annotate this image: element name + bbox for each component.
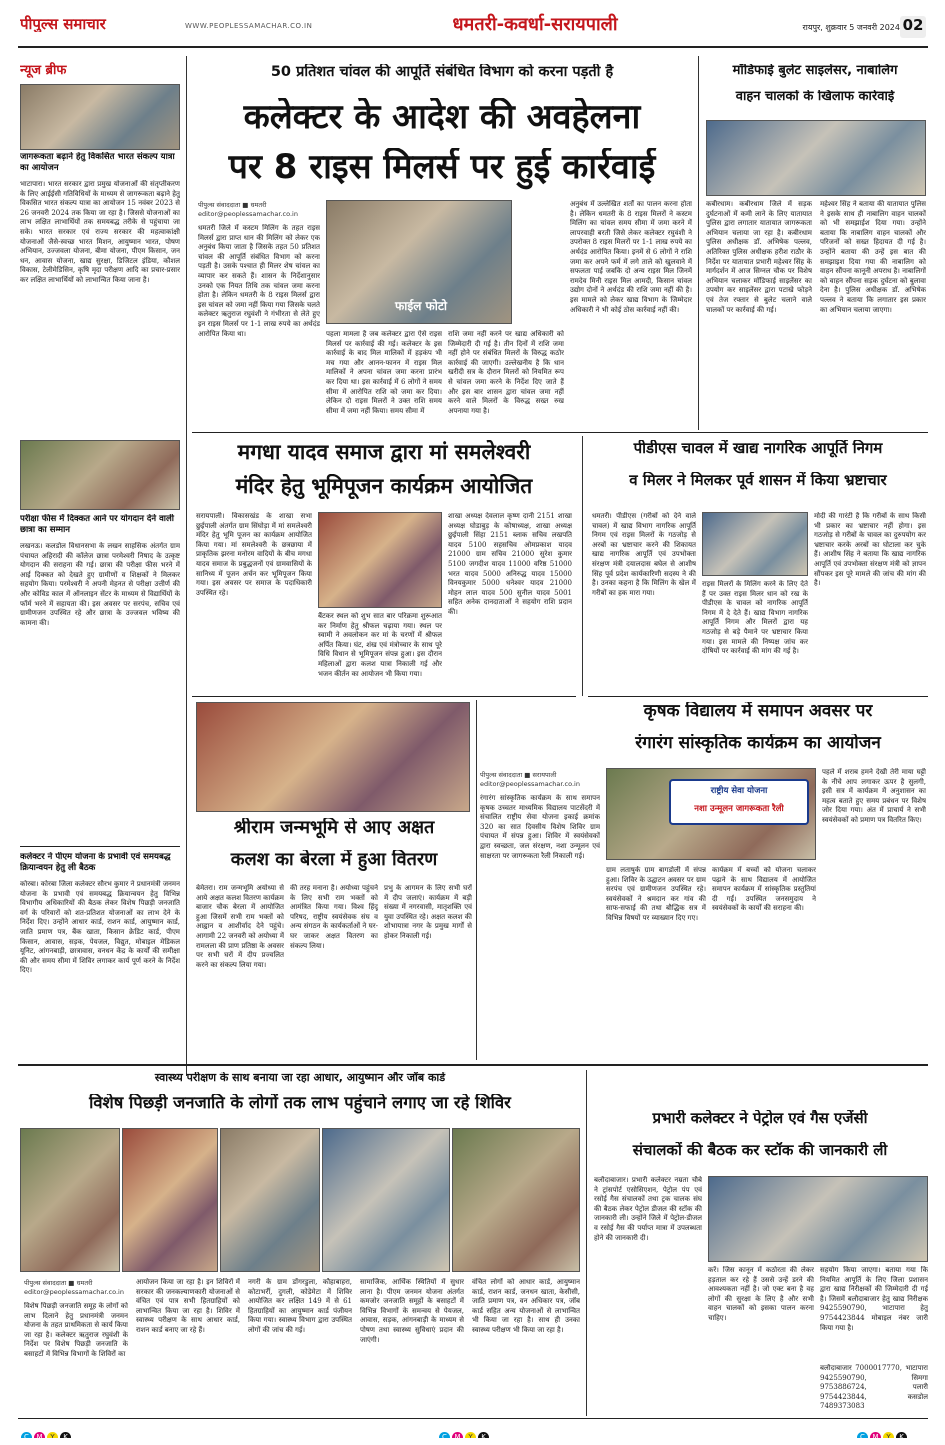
cmyk-k: K (60, 1432, 71, 1438)
krishak-headline-line1: कृषक विद्यालय में समापन अवसर पर (643, 702, 873, 721)
column-divider-left (186, 56, 187, 1076)
cmyk-c: C (21, 1432, 32, 1438)
lead-headline-line2: पर 8 राइस मिलर्स पर हुई कार्रवाई (228, 148, 656, 187)
tribal-headline: विशेष पिछड़ी जनजाति के लोगों तक लाभ पहुंचाने लगाए जा रहे शिविर (89, 1094, 511, 1112)
bullet-text-col1: कबीरधाम। कबीरधाम जिले में सड़क दुर्घटनाओं में कमी लाने के लिए यातायात पुलिस द्वारा लगातार यातायात जागरूकता अभियान चलाया जा रहा है। कबीरधाम पुलिस अधीक्षक डॉ. अभिषेक पल्लव, अतिरिक्त पुलिस अधीक्षक हरीश राठौर के निर्देश पर यातायात प्रभारी महेश्वर सिंह के मार्गदर्शन में आज सिग्नल चौक पर विशेष अभियान चलाकर मॉडिफाई साइलेंसर का उपयोग कर साइलेंसर द्वारा पटाखे फोड़ने एवं तेज रफ्तार से बुलेट चलाने वाले चालकों पर कार्रवाई की गई। (706, 200, 812, 314)
row-divider-1 (192, 432, 928, 433)
cmyk-y: Y (465, 1432, 476, 1438)
krishak-text-col1: रंगारंग सांस्कृतिक कार्यक्रम के साथ समापन कृषक उच्चतर माध्यमिक विद्यालय पाटसेंदरी में संचालित राष्ट्रीय सेवा योजना इकाई क्रमांक 320 का सात दिवसीय विशेष शिविर ग्राम पंचायत में संपन्न हुआ। शिविर में स्वयंसेवकों द्वारा स्वच्छता, जल संरक्षण, नशा उन्मूलन एवं साक्षरता पर जागरूकता रैली निकाली गई। (480, 794, 600, 860)
cmyk-y: Y (883, 1432, 894, 1438)
lead-text-col2: पहला मामला है जब कलेक्टर द्वारा ऐसे राइस मिलर्स पर कार्रवाई की गई। कलेक्टर के इस कार्रवाई के बाद मिल मालिकों में हड़कंप भी मच गया और आनन-फानन में राइस मिल मालिकों ने अपना चांवल जमा करना प्रारंभ कर दिया था। इस कार्रवाई में 6 लोगों ने समय सीमा में आरोपित राशि को जमा कर दिया। लेकिन दो राइस मिलरों ने उक्त राशि समय सीमा में जमा नहीं किया। समय सीमा में (326, 330, 442, 415)
petrol-contact-list: बलौदाबाजार 7000017770, भाटापारा 9425590790, सिमगा 9753886724, पलारी 9754423844, कसडोल 7489373083 (820, 1364, 928, 1411)
news-brief-label: न्यूज ब्रीफ (20, 63, 67, 78)
cmyk-m: M (870, 1432, 881, 1438)
news-brief-caption-2: परीक्षा फीस में दिक्कत आने पर योगदान देने वाली छात्रा का सम्मान (20, 514, 174, 535)
lead-photo-label: फाईल फोटो (394, 299, 448, 313)
masthead-rule (18, 46, 928, 48)
lead-text-col3: राशि जमा नहीं करने पर खाद्य अधिकारी को जिम्मेदारी दी गई है। तीन दिनों में राशि जमा नहीं होने पर संबंधित मिलरों के विरुद्ध कठोर कार्रवाई की जाएगी। उल्लेखनीय है कि धान खरीदी सत्र के दौरान मिलरों को नियमित रूप से चांवल जमा करने के निर्देश दिए जाते हैं और इस बार शासन द्वारा चांवल जमा नहीं करने वाले मिलरों के विरुद्ध सख्त रुख अपनाया गया है। (448, 330, 564, 415)
ram-headline-line1: श्रीराम जन्मभूमि से आए अक्षत (233, 818, 435, 838)
cmyk-m: M (34, 1432, 45, 1438)
lead-text-col4: अनुबंध में उल्लेखित शर्तों का पालन करना होता है। लेकिन धमतरी के 8 राइस मिलरों ने कस्टम मिलिंग का चांवल समय सीमा में जमा करने में लापरवाही बरती जिसे लेकर कलेक्टर रघुवंशी ने उपरोक्त 8 राइस मिलरों पर 1-1 लाख रुपये का अर्थदंड आरोपित किया। इनमें से 6 लोगों ने राशि जमा कर अपने फर्म में लगे ताले को खुलवाने में सफलता पाई जबकि दो अन्य राइस मिल जिनमें रामदेव मिनी राइस मिल आमदी, किसान चांवल उद्योग दोनों ने अर्थदंड की राशि जमा नहीं की है। इस मामले को लेकर खाद्य विभाग के जिम्मेदार अधिकारी ने भी कोई ठोस कार्रवाई नहीं की। (570, 200, 692, 314)
news-brief-caption-3: कलेक्टर ने पीएम योजना के प्रभावी एवं समयबद्ध क्रियान्वयन हेतु ली बैठक (20, 852, 171, 873)
tribal-text-col4: सामाजिक, आर्थिक स्थितियों में सुधार लाना है। पीएम जनमन योजना अंतर्गत कमजोर जनजाति समूहों के बसाहटों में विभिन्न विभागों के समन्वय से पेयजल, आवास, सड़क, आंगनबाड़ी के माध्यम से पोषण तथा स्वास्थ्य सुविधाएं प्रदान की जाएंगी। (360, 1278, 464, 1344)
cmyk-k: K (896, 1432, 907, 1438)
ram-text-col2: की तरह मनाना है। अयोध्या पहुंचने के लिए सभी राम भक्तों को आमंत्रित किया गया। विश्व हिंदू परिषद, राष्ट्रीय स्वयंसेवक संघ व अन्य संगठन के कार्यकर्ताओं ने घर-घर जाकर अक्षत वितरण का संकल्प लिया। (290, 884, 378, 950)
pds-text-col1: धमतरी। पीडीएस (गरीबों को देने वाले चावल) में खाद्य विभाग नागरिक आपूर्ति निगम एवं राइस मिलरों के गठजोड़ से अरबों का भ्रष्टाचार करने की शिकायत खाद्य नागरिक आपूर्ति एवं उपभोक्ता संरक्षण मंत्री दयालदास बघेल से आशीष सिंह पूर्व प्रदेश कार्यकारिणी सदस्य ने की है। उनका कहना है कि मिलिंग के खेल में गरीबों का हक मारा गया। (592, 512, 696, 597)
news-brief-photo-2 (20, 440, 180, 510)
krishak-text-col3: कार्यक्रम में बच्चों को योजना चलाकर पढ़ाने के साथ विद्यालय में आयोजित समापन कार्यक्रम में सांस्कृतिक प्रस्तुतियां दी गईं। उपस्थित जनसमुदाय ने स्वयंसेवकों के कार्यों की सराहना की। (712, 866, 816, 913)
krishak-banner-line1: राष्ट्रीय सेवा योजना (710, 786, 768, 796)
column-divider-right-top (698, 56, 699, 430)
lead-byline: पीपुल्स संवाददाता ■ धमतरी (198, 201, 267, 209)
bullet-photo (706, 120, 926, 196)
magadha-text-col1: सरायपाली। विकासखंड के शाखा सभा छुईपाली अंतर्गत ग्राम सिंघोड़ा में मां समलेश्वरी मंदिर हेतु भूमि पूजन का कार्यक्रम आयोजित किया गया। मां समलेश्वरी के छत्रछाया में प्राकृतिक झरना मनोरम वादियों के बीच मगधा यादव समाज के प्रबुद्धजनों एवं ग्रामवासियों के सानिध्य में पूजन अर्चन कर भूमिपूजन किया गया। इस अवसर पर समाज के पदाधिकारी उपस्थित रहे। (196, 512, 312, 597)
krishak-byline: पीपुल्स संवाददाता ■ सरायपाली (480, 771, 557, 779)
row-divider-2 (588, 696, 928, 697)
tribal-kicker: स्वास्थ्य परीक्षण के साथ बनाया जा रहा आधार, आयुष्मान और जॉब कार्ड (154, 1072, 446, 1084)
petrol-text-col1: बलौदाबाजार। प्रभारी कलेक्टर नम्रता चौबे ने ट्रांसपोर्ट एसोसिएशन, पेट्रोल पंप एवं रसोई गैस संचालकों तथा ट्रक चालक संघ की बैठक लेकर पेट्रोल डीजल की स्टॉक की जानकारी ली। उन्होंने जिले में पेट्रोल-डीजल व रसोई गैस की पर्याप्त मात्रा में उपलब्धता होने की जानकारी दी। (594, 1176, 702, 1242)
pds-headline-line1: पीडीएस चावल में खाद्य नागरिक आपूर्ति निगम (633, 440, 883, 457)
bullet-text-col2: महेश्वर सिंह ने बताया की यातायात पुलिस ने इसके साथ ही नाबालिग वाहन चालकों को भी समझाईश दिया गया। उन्होंने बताया कि नाबालिग वाहन चालकों और परिजनों को सख्त हिदायत दी गई है। उन्होंने बताया की उन्हें इस बात की समझाइश दिया गया की नाबालिग को वाहन सौंपना कानूनी अपराध है। नाबालिगों को वाहन सौंपना सड़क दुर्घटना को बुलावा देना है। पुलिस अधीक्षक डॉ. अभिषेक पल्लव ने बताया कि लगातार इस प्रकार का अभियान चलाया जाएगा। (820, 200, 926, 314)
krishak-text-col2: ग्राम लताषुर्क ग्राम बागडोली में संपन्न हुआ। शिविर के उद्घाटन अवसर पर ग्राम सरपंच एवं ग्रामीणजन उपस्थित रहे। स्वयंसेवकों ने श्रमदान कर गांव की साफ-सफाई की तथा बौद्धिक सत्र में विभिन्न विषयों पर व्याख्यान दिए गए। (606, 866, 706, 922)
pds-text-col3: मोदी की गारंटी है कि गरीबों के साथ किसी भी प्रकार का भ्रष्टाचार नहीं होगा। इस गठजोड़ से गरीबों के चावल का दुरुपयोग कर भ्रष्टाचार करके अरबों का घोटाला कर चुके हैं। आशीष सिंह ने बताया कि खाद्य नागरिक आपूर्ति एवं उपभोक्ता संरक्षण मंत्री को ज्ञापन सौंपकर इस पूरे मामले की जांच की मांग की है। (814, 512, 926, 588)
masthead (0, 0, 945, 48)
cmyk-bar-center (438, 1424, 508, 1438)
lead-text-col1: धमतरी जिले में कस्टम मिलिंग के तहत राइस मिलर्स द्वारा प्राप्त धान की मिलिंग को लेकर एक अनुबंध किया जाता है जिसके तहत 50 प्रतिशत चांवल की आपूर्ति संबंधित विभाग को करना पड़ती है। उसके पश्चात ही मिलर शेष चांवल का व्यापार कर सकते हैं। शासन के निर्देशानुसार उनको एक नियत तिथि तक चांवल जमा करना होता है। लेकिन धमतरी के 8 राइस मिलर्स द्वारा इस चांवल को जमा नहीं किया गया जिसके चलते कलेक्टर ऋतुराज रघुवंशी ने गंभीरता से लेते हुए इन राइस मिलर्स पर 1-1 लाख रुपये का अर्थदंड आरोपित किया था। (198, 224, 320, 338)
news-brief-caption-1: जागरूकता बढ़ाने हेतु विकसित भारत संकल्प यात्रा का आयोजन (20, 152, 175, 173)
news-brief-text-1: भाटापारा। भारत सरकार द्वारा प्रमुख योजनाओं की संतृप्तीकरण के लिए आईईसी गतिविधियों के माध्यम से जागरूकता बढ़ाने हेतु विकसित भारत संकल्प यात्रा का आयोजन 15 नवंबर 2023 से 26 जनवरी 2024 तक किया जा रहा है। जिससे योजनाओं का लाभ लक्षित लाभार्थियों तक समयबद्ध तरीके से पहुंचाया जा सके। भारत सरकार एवं राज्य सरकार की महत्वाकांक्षी योजनाओं जैसे-स्वच्छ भारत मिशन, आयुष्मान भारत, पोषण अभियान, उज्जवला योजना, बीमा योजना, पीएम किसान, जन धन, आवास योजना, खाद्य सुरक्षा, डिजिटल इंडिया, कौशल विकास, टेलीमेडिसिन, कृषि मृदा परीक्षण आदि का प्रचार-प्रसार कर लक्षित लाभार्थियों को लाभान्वित किया जाना है। (20, 180, 180, 284)
krishak-photo (606, 768, 816, 860)
cmyk-bar-left (20, 1424, 90, 1438)
cmyk-c: C (439, 1432, 450, 1438)
pds-text-col2: राइस मिलरों के मिलिंग करने के लिए देते हैं पर उक्त राइस मिलर धान को रख के पीडीएस के चावल को नागरिक आपूर्ति निगम में दे देते हैं। खाद्य विभाग नागरिक आपूर्ति निगम और मिलरों द्वारा यह गठजोड़ से बड़े पैमाने पर भ्रष्टाचार किया गया। इस मामले की निष्पक्ष जांच कर दोषियों पर कार्रवाई की मांग की गई है। (702, 580, 808, 656)
lead-photo (326, 200, 512, 324)
news-brief-photo-1 (20, 84, 180, 150)
magadha-photo (318, 512, 442, 608)
news-brief-text-3: कोरबा। कोरबा जिला कलेक्टर सौरभ कुमार ने प्रधानमंत्री जनमन योजना के प्रभावी एवं समयबद्ध क्रियान्वयन हेतु विभिन्न विभागीय अधिकारियों की बैठक लेकर विशेष पिछड़ी जनजाति वर्ग के परिवारों को शत-प्रतिशत योजनाओं का लाभ देने के निर्देश दिए। उन्होंने आधार कार्ड, राशन कार्ड, आयुष्मान कार्ड, जाति प्रमाण पत्र, बैंक खाता, किसान क्रेडिट कार्ड, पीएम किसान, आवास, सड़क, पेयजल, विद्युत, मोबाइल मेडिकल यूनिट, आंगनबाड़ी, छात्रावास, वनधन केंद्र के कार्यों की समीक्षा की और समय सीमा में शिविर लगाकर कार्य पूर्ण करने के निर्देश दिए। (20, 880, 180, 975)
tribal-photo-3 (220, 1128, 320, 1272)
lead-kicker: 50 प्रतिशत चांवल की आपूर्ति संबंधित विभाग को करना पड़ती है (270, 64, 614, 80)
bullet-headline-line1: मॉडिफाई बुलेट साइलेंसर, नाबालिग (732, 64, 898, 78)
krishak-banner (669, 779, 809, 825)
column-divider-ram (476, 700, 477, 1060)
petrol-headline-line2: संचालकों की बैठक कर स्टॉक की जानकारी ली (632, 1142, 888, 1159)
ram-headline-line2: कलश का बेरला में हुआ वितरण (230, 850, 438, 870)
krishak-text-col4: पहले में शराब हमने देखी तेरी माया घट्टी के नीचे आप लगाकर ऊपर है सुलगी, इसी सत्र में कार्यक्रम में अनुशासन का महत्व बताते हुए समय प्रबंधन पर विशेष जोर दिया गया। अंत में प्राचार्य ने सभी स्वयंसेवकों को प्रमाण पत्र वितरित किए। (822, 768, 926, 824)
cmyk-k: K (478, 1432, 489, 1438)
cmyk-bar-right (856, 1424, 926, 1438)
masthead-logo: पीपुल्स समाचार (20, 15, 106, 32)
tribal-photo-1 (20, 1128, 120, 1272)
krishak-banner-line2: नशा उन्मूलन जागरूकता रैली (694, 804, 784, 814)
cmyk-c: C (857, 1432, 868, 1438)
tribal-email: editor@peoplessamachar.co.in (24, 1288, 124, 1296)
tribal-text-col2: आयोजन किया जा रहा है। इन शिविरों में सरकार की जनकल्याणकारी योजनाओं से वंचित एवं पात्र सभी हितग्राहियों को लाभान्वित किया जा रहा है। शिविर में स्वास्थ्य परीक्षण के साथ आधार कार्ड, राशन कार्ड बनाए जा रहे हैं। (136, 1278, 240, 1334)
ram-text-col3: प्रभु के आगमन के लिए सभी घरों में दीप जलाएं। कार्यक्रम में बड़ी संख्या में नगरवासी, मातृशक्ति एवं युवा उपस्थित रहे। अक्षत कलश की शोभायात्रा नगर के प्रमुख मार्गों से होकर निकाली गई। (384, 884, 472, 940)
tribal-text-col1: विशेष पिछड़ी जनजाति समूह के लोगों को लाभ दिलाने हेतु प्रधानमंत्री जनमन योजना के तहत प्राथमिकता से कार्य किया जा रहा है। कलेक्टर ऋतुराज रघुवंशी के निर्देश पर विशेष पिछड़ी जनजाति के बसाहटों में विभिन्न विभागों के शिविरों का (24, 1302, 128, 1358)
dateline: रायपुर, शुक्रवार 5 जनवरी 2024 (802, 23, 900, 32)
magadha-headline-line1: मगधा यादव समाज द्वारा मां समलेश्वरी (237, 440, 531, 464)
bullet-headline-line2: वाहन चालकों के खिलाफ कार्रवाई (735, 90, 895, 104)
news-brief-text-2: लखनऊ। कलडोल विधानसभा के लखन साहसिक अंतर्गत ग्राम पंचायत अहिरादी की कॉलेज छात्रा परमेश्वरी निषाद के उत्कृष्ट योगदान की सराहना की गई। छात्रा की परीक्षा फीस भरने में आई दिक्कत को देखते हुए ग्रामीणों व शिक्षकों ने मिलकर सहयोग किया। परमेश्वरी ने अपनी मेहनत से परीक्षा उत्तीर्ण की और कोविड काल में ऑनलाइन सेंटर के माध्यम से विद्यार्थियों के फॉर्म भरने में सहायता की। इस अवसर पर सरपंच, सचिव एवं ग्रामीणजन उपस्थित रहे और छात्रा के उज्जवल भविष्य की कामना की। (20, 542, 180, 627)
krishak-email: editor@peoplessamachar.co.in (480, 780, 580, 788)
petrol-text-col2: करें। जिस कानून में कठोरता की लेकर हड़ताल कर रहे हैं उससे उन्हें डरने की आवश्यकता नहीं है। जो एक्ट बना है वह लोगों की सुरक्षा के लिए है और सभी वाहन चालकों को इसका पालन करना चाहिए। (708, 1266, 814, 1322)
ram-photo (196, 702, 470, 812)
cmyk-y: Y (47, 1432, 58, 1438)
tribal-photo-5 (452, 1128, 580, 1272)
cmyk-m: M (452, 1432, 463, 1438)
krishak-headline-line2: रंगारंग सांस्कृतिक कार्यक्रम का आयोजन (635, 734, 881, 753)
petrol-text-col3: सहयोग किया जाएगा। बताया गया कि नियमित आपूर्ति के लिए जिला प्रशासन द्वारा खाद्य निरीक्षकों की जिम्मेदारी दी गई है। जिसमें बलौदाबाजार हेतु खाद्य निरीक्षक 9425590790, भाटापारा हेतु 9754423844 मोबाइल नंबर जारी किया गया है। (820, 1266, 928, 1332)
page-number: 02 (900, 16, 926, 38)
section-title: धमतरी-कवर्धा-सरायपाली (452, 14, 618, 35)
petrol-headline-line1: प्रभारी कलेक्टर ने पेट्रोल एवं गैस एजेंसी (652, 1110, 868, 1127)
lead-email: editor@peoplessamachar.co.in (198, 210, 298, 218)
column-divider-bottom (586, 1070, 587, 1416)
tribal-byline: पीपुल्स संवाददाता ■ धमतरी (24, 1279, 93, 1287)
row-divider-4 (18, 1064, 928, 1066)
tribal-photo-4 (322, 1128, 450, 1272)
pds-photo (702, 512, 808, 576)
footer-rule (18, 1418, 928, 1419)
column-divider-mid (582, 436, 583, 696)
magadha-headline-line2: मंदिर हेतु भूमिपूजन कार्यक्रम आयोजित (235, 474, 533, 498)
tribal-text-col5: वंचित लोगों को आधार कार्ड, आयुष्मान कार्ड, राशन कार्ड, जनधन खाता, केसीसी, जाति प्रमाण पत्र, वन अधिकार पत्र, जॉब कार्ड सहित अन्य योजनाओं से लाभान्वित भी किया जा रहा है। साथ ही उनका स्वास्थ्य परीक्षण भी किया जा रहा है। (472, 1278, 580, 1334)
magadha-text-col3: शाखा अध्यक्ष देवलाल कृष्ण दानी 2151 शाखा अध्यक्ष घोडाबुड़ के कोषाध्यक्ष, शाखा अध्यक्ष छुईपाली सिंहा 2151 ब्लाक सचिव लखपति यादव 5100 सहसचिव ओमप्रकाश यादव 21000 ग्राम सचिव 21000 सुरेश कुमार 5100 जगदीश यादव 11000 वरिष्ठ 51000 भरत यादव 5000 अनिरुद्ध यादव 15000 विनयकुमार 5000 धनेश्वर यादव 21000 मोहन लाल यादव 500 सुनील यादव 5001 सहित अनेक दानदाताओं ने सहयोग राशि प्रदान की। (448, 512, 572, 616)
petrol-photo (708, 1176, 928, 1262)
row-divider-3 (192, 696, 576, 697)
tribal-photo-2 (122, 1128, 218, 1272)
ram-text-col1: बेमेतरा। राम जन्मभूमि अयोध्या से आये अक्षत कलश वितरण कार्यक्रम बाजार चौक बेरला में आयोजित हुआ जिसमें सभी राम भक्तों को आह्वान व आशीर्वाद देने पहुंचे। आगामी 22 जनवरी को अयोध्या में रामलला की प्राण प्रतिष्ठा के अवसर पर सभी घरों में दीप प्रज्वलित करने का संकल्प लिया गया। (196, 884, 284, 969)
lead-headline-line1: कलेक्टर के आदेश की अवहेलना (243, 98, 641, 137)
pds-headline-line2: व मिलर ने मिलकर पूर्व शासन में किया भ्रष्टाचार (629, 472, 887, 489)
magadha-text-col2: बैंटकर स्थल को शुभ सात बार परिक्रमा शुरूआत कर निर्माण हेतु श्रीफल चढ़ाया गया। स्थल पर स्वामी ने अवलोकन कर मां के चरणों में श्रीफल अर्पित किया। घंट, शंख एवं मंत्रोच्चार के साथ पूरे विधि विधान से भूमिपूजन संपन्न हुआ। इस दौरान महिलाओं द्वारा कलश यात्रा निकाली गई और भजन कीर्तन का आयोजन भी किया गया। (318, 612, 442, 678)
brief-divider (20, 846, 180, 847)
masthead-website: WWW.PEOPLESSAMACHAR.CO.IN (185, 22, 313, 30)
tribal-text-col3: नगरी के ग्राम डोंगरडुला, कौहाबाहरा, कोटाभर्री, दुगली, कोडेमेटा में शिविर आयोजित कर लक्षित 149 में से 61 हितग्राहियों का आयुष्मान कार्ड पंजीयन किया गया। स्वास्थ्य विभाग द्वारा उपस्थित लोगों की जांच की गई। (248, 1278, 352, 1334)
